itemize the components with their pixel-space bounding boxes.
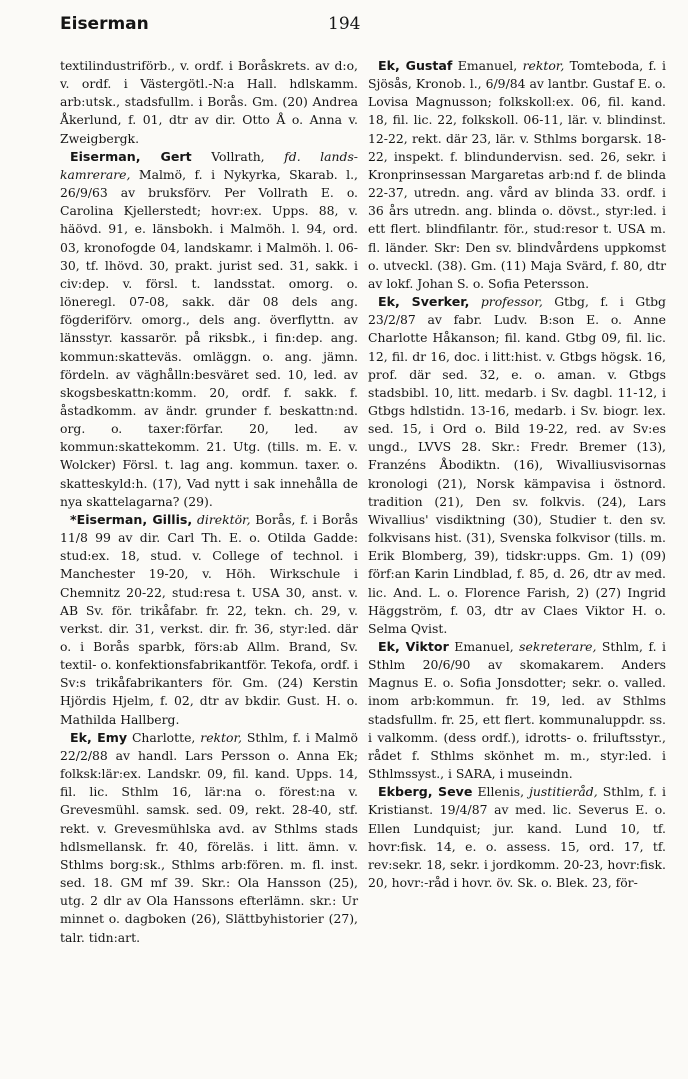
entry-text: Sthlm, f. i Malmö 22/2/88 av handl. Lars Persson o. Anna Ek; folksk:lär:ex. Landskr. 09, fil. kand. Upps. 14, fil. lic. Sthlm 16, lär:na o. förest:na v. Grevesmühl. samsk. sed. 09, rekt. 28-40, stf. rekt. v. Grevesmühlska avd. av Sthlms stads hdlsmellansk. fr. 40, föreläs. i litt. ämn. v. Sthlms borg:sk., Sthlms arb:fören. m. fl. inst. sed. 18. GM mf 39. Skr.: Ola Hansson (25), utg. 2 dlr av Ola Hanssons efterlämn. skr.: Ur minnet o. dagboken (26), Slättbyhistorier (27), talr. tidn:art.: [60, 729, 358, 945]
biography-entry: [368, 638, 666, 783]
biography-entry: [368, 57, 666, 293]
entry-given-names: Vollrath,: [191, 148, 285, 164]
entry-headword: Ek, Viktor: [378, 639, 449, 654]
entry-title: rektor,: [200, 729, 242, 745]
entry-given-names: Ellenis,: [472, 784, 530, 800]
entry-text: Sthlm, f. i Kristianst. 19/4/87 av med. lic. Severus E. o. Ellen Lundquist; jur. kand. Lund 10, tf. hovr:fisk. 14, e. o. assess. 15, ord. 17, tf. rev:sekr. 18, sekr. i jordkomm. 20-23, hovr:fisk. 20, hovr:-råd i hovr. öv. Sk. o. Blek. 23, för-: [368, 784, 666, 891]
entry-given-names: Charlotte,: [127, 729, 201, 745]
entry-headword: Ekberg, Seve: [378, 784, 473, 800]
entry-given-names: Emanuel,: [448, 639, 520, 654]
entry-title: direktör,: [196, 511, 251, 527]
entry-text: Sthlm, f. i Sthlm 20/6/90 av skomakarem. Anders Magnus E. o. Sofia Jonsdotter; sekr. o. valled. inom arb:kommun. fr. 19, led. av Sthlms stadsfullm. fr. 25, ett flert. kommunaluppdr. ss. i valkomm. (dess ordf.), idrotts- o. friluftsstyr., rådet f. Sthlms skönhet m. m., styr:led. i Sthlmssyst., i SARA, i museindn.: [368, 639, 666, 782]
page-number: 194: [328, 14, 361, 34]
entry-headword: Eiserman, Gert: [70, 148, 192, 164]
entry-headword: Ek, Gustaf: [378, 58, 453, 73]
entry-given-names: Emanuel,: [452, 58, 523, 73]
left-column: [60, 57, 358, 947]
entry-title: sekreterare,: [519, 639, 597, 654]
entry-text: Gtbg, f. i Gtbg 23/2/87 av fabr. Ludv. B:son E. o. Anne Charlotte Håkanson; fil. kand. Gtbg 09, fil. lic. 12, fil. dr 16, doc. i litt:hist. v. Gtbgs högsk. 16, prof. där sed. 32, e. o. aman. v. Gtbgs stadsbibl. 10, litt. medarb. i Sv. dagbl. 11-12, i Gtbgs hdlstidn. 13-16, medarb. i Sv. biogr. lex. sed. 15, i Ord o. Bild 19-22, red. av Sv:es ungd., LVVS 28. Skr.: Fredr. Bremer (13), Franzéns Åbodiktn. (16), Wivalliusvisornas kronologi (21), Norsk kämpavisa i östnord. tradition (21), Den sv. folkvis. (24), Lars Wivallius' visdiktning (30), Studier t. den sv. folkvisans hist. (31), Svenska folkvisor (tills. m. Erik Blomberg, 39), tidskr:upps. Gm. 1) (09) förf:an Karin Lindblad, f. 85, d. 26, dtr av med. lic. And. L. o. Florence Farish, 2) (27) Ingrid Häggström, f. 03, dtr av Claes Viktor H. o. Selma Qvist.: [368, 294, 666, 636]
entry-headword: Eiserman, Gillis,: [76, 511, 193, 527]
biography-entry: [368, 293, 666, 638]
entry-title: justitieråd,: [529, 784, 598, 800]
biography-entry: [60, 57, 358, 148]
entry-title: professor,: [480, 294, 543, 310]
biography-entry: [60, 511, 358, 729]
biography-entry: [60, 729, 358, 947]
entry-headword: Ek, Emy: [70, 729, 128, 745]
entry-text: textilindustriförb., v. ordf. i Boråskrets. av d:o, v. ordf. i Västergötl.-N:a Hall. hdlskamm. arb:utsk., stadsfullm. i Borås. Gm. (20) Andrea Åkerlund, f. 01, dtr av dir. Otto Å o. Anna v. Zweigbergk.: [60, 58, 358, 146]
page-header: [60, 14, 660, 38]
entry-given-names: [469, 294, 480, 309]
entry-text: Tomteboda, f. i Sjösås, Kronob. l., 6/9/84 av lantbr. Gustaf E. o. Lovisa Magnusson; folkskoll:ex. 06, fil. kand. 18, fil. lic. 22, folkskoll. 06-11, lär. v. blindinst. 12-22, rekt. där 23, lär. v. Sthlms borgarsk. 18-22, inspekt. f. blindundervisn. sed. 26, sekr. i Kronprinsessan Margaretas arb:nd f. de blinda 22-37, utredn. ang. vård av blinda 33. ordf. i 36 års utredn. ang. blinda o. dövst., styr:led. i ett flert. blindfilantr. för., stud:resor t. USA m. fl. länder. Skr: Den sv. blindvårdens uppkomst o. utveckl. (38). Gm. (11) Maja Svärd, f. 80, dtr av lokf. Johan S. o. Sofia Petersson.: [368, 58, 666, 291]
entry-headword: Ek, Sverker,: [378, 294, 470, 310]
entry-text: Malmö, f. i Nykyrka, Skarab. l., 26/9/63 av bruksförv. Per Vollrath E. o. Carolina Kjellerstedt; hovr:ex. Upps. 88, v. häövd. 91, e. länsbokh. i Malmöh. l. 94, ord. 03, kronofogde 04, landskamr. i Malmöh. l. 06-30, tf. lhövd. 30, prakt. jurist sed. 31, sakk. i civ:dep. v. försl. t. landsstat. omorg. o. löneregl. 07-08, sakk. där 08 dels ang. fögderiförv. omorg., dels ang. överflyttn. av länsstyr. kassarör. på riksbk., i fin:dep. ang. kommun:skatteväs. omläggn. o. ang. jämn. fördeln. av väghålln:besväret sed. 10, led. av skogsbeskattn:komm. 20, ordf. f. sakk. f. åstadkomm. av ändr. grunder f. beskattn:nd. org. o. taxer:förfar. 20, led. av kommun:skattekomm. 21. Utg. (tills. m. E. v. Wolcker) Försl. t. lag ang. kommun. taxer. o. skatteskyld:h. (17), Vad nytt i sak innehålla de nya skattelagarna? (29).: [60, 166, 358, 509]
entry-prefix: *: [70, 511, 77, 527]
entry-title: fd. lands-kamrerare,: [60, 148, 358, 182]
running-head: Eiserman: [60, 14, 149, 34]
entry-text: Borås, f. i Borås 11/8 99 av dir. Carl Th. E. o. Otilda Gadde: stud:ex. 18, stud. v. College of technol. i Manchester 19-20, v. Höh. Wirkschule i Chemnitz 20-22, stud:resa t. USA 30, anst. v. AB Sv. för. trikåfabr. fr. 22, tekn. ch. 29, v. verkst. dir. 31, verkst. dir. fr. 36, styr:led. där o. i Borås sparbk, förs:ab Allm. Brand, Sv. textil- o. konfektionsfabrikantför. Tekofa, ordf. i Sv:s trikåfabrikanters för. Gm. (24) Kerstin Hjördis Hjelm, f. 02, dtr av bkdir. Gust. H. o. Mathilda Hallberg.: [60, 511, 358, 727]
right-column: [368, 57, 666, 892]
biography-entry: [368, 783, 666, 892]
biography-entry: [60, 148, 358, 511]
entry-title: rektor,: [522, 58, 565, 73]
